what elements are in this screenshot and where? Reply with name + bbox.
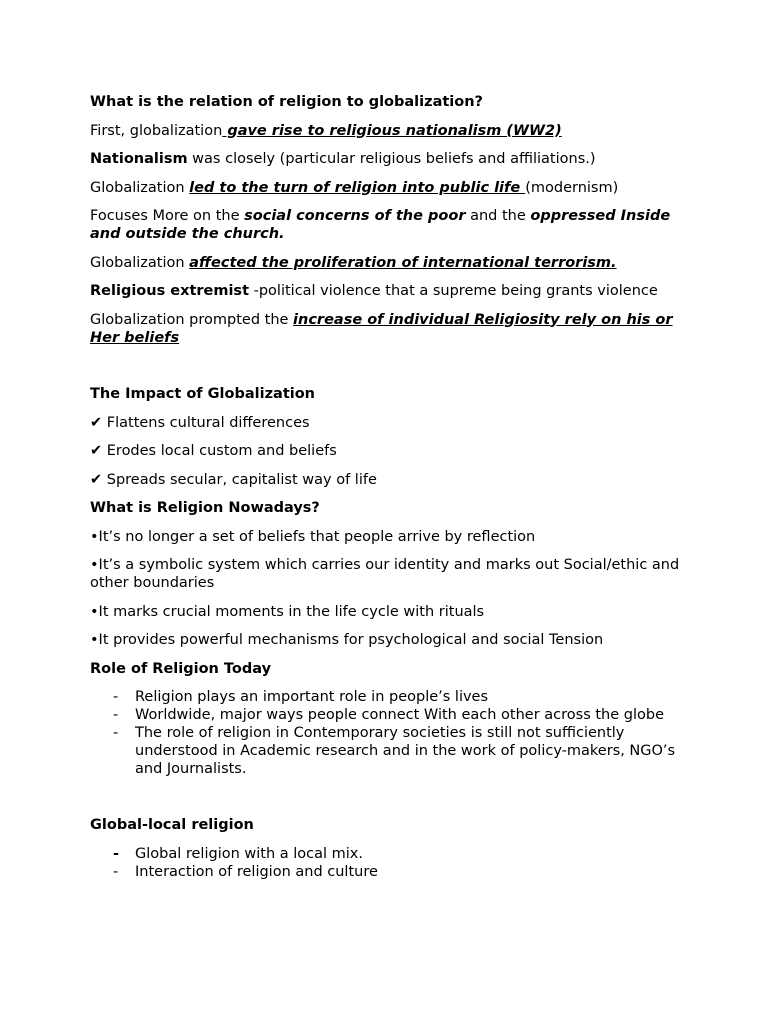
emphasis: increase of individual Religiosity rely on his or Her beliefs [90, 311, 673, 346]
term: Nationalism [90, 151, 188, 167]
dash-marker: - [113, 689, 119, 705]
paragraph-terrorism [90, 254, 682, 272]
impact-item: ✔ Erodes local custom and beliefs [90, 443, 337, 459]
list-item-text: Worldwide, major ways people connect With each other across the globe [135, 707, 664, 723]
term: Religious extremist [90, 283, 249, 299]
text: Focuses More on the [90, 208, 245, 224]
document-page [90, 93, 682, 891]
nowadays-item: •It’s a symbolic system which carries our identity and marks out Social/ethic and other boundaries [90, 557, 680, 591]
paragraph-public-life [90, 179, 682, 197]
impact-item: ✔ Spreads secular, capitalist way of life [90, 471, 377, 488]
dash-marker: - [113, 863, 119, 880]
emphasis: social concerns of the poor [244, 208, 466, 224]
heading-impact: The Impact of Globalization [90, 386, 316, 402]
list-item-text: Interaction of religion and culture [135, 863, 378, 880]
dash-marker: - [113, 725, 119, 741]
paragraph-religiosity [90, 311, 682, 347]
emphasis: gave rise to religious nationalism (WW2) [222, 122, 562, 139]
global-local-list [90, 845, 682, 881]
role-list [90, 688, 682, 778]
list-item-text: Global religion with a local mix. [135, 845, 363, 862]
text: and the [465, 208, 531, 224]
emphasis: oppressed Inside and outside the church. [90, 208, 671, 242]
paragraph-extremist [90, 282, 682, 300]
text: (modernism) [525, 179, 619, 196]
nowadays-item: •It’s no longer a set of beliefs that people arrive by reflection [90, 528, 536, 545]
list-item [113, 688, 682, 706]
emphasis: affected the proliferation of international terrorism. [189, 254, 617, 271]
spacer [90, 357, 682, 385]
text: Globalization [90, 179, 190, 196]
emphasis: led to the turn of religion into public life [189, 179, 526, 196]
list-item-text: Religion plays an important role in people’s lives [135, 689, 489, 705]
text: Globalization prompted the [90, 311, 294, 328]
paragraph-social-concerns [90, 207, 682, 243]
text: Globalization [90, 254, 190, 271]
paragraph-nationalism-origin [90, 122, 682, 140]
list-item [113, 724, 682, 778]
heading-relation: What is the relation of religion to globalization? [90, 94, 483, 110]
list-item [113, 845, 682, 863]
heading-nowadays: What is Religion Nowadays? [90, 500, 320, 516]
nowadays-item: •It marks crucial moments in the life cycle with rituals [90, 603, 485, 620]
impact-item: ✔ Flattens cultural differences [90, 414, 310, 431]
list-item [113, 863, 682, 881]
text: -political violence that a supreme being grants violence [249, 283, 658, 299]
paragraph-nationalism [90, 150, 682, 168]
dash-marker: - [113, 845, 120, 862]
text: was closely (particular religious beliefs and affiliations.) [187, 151, 596, 167]
heading-role: Role of Religion Today [90, 660, 272, 677]
spacer [90, 788, 682, 816]
list-item [113, 706, 682, 724]
text: First, globalization [90, 122, 223, 139]
nowadays-item: •It provides powerful mechanisms for psychological and social Tension [90, 632, 604, 648]
dash-marker: - [113, 707, 119, 723]
list-item-text: The role of religion in Contemporary societies is still not sufficiently understood in Academic research and in the work of policy-makers, NGO’s and Journalists. [135, 725, 676, 777]
heading-global-local: Global-local religion [90, 817, 254, 833]
